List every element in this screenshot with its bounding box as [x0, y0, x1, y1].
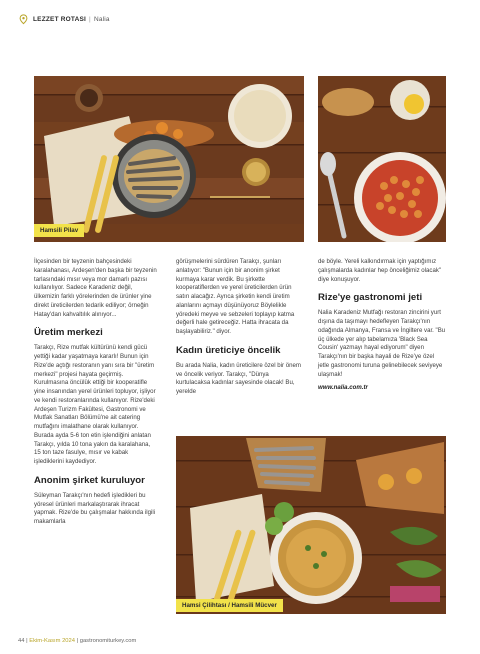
page-footer [18, 638, 136, 644]
photo-beans-dish [318, 76, 446, 242]
heading-women-producers: Kadın üreticiye öncelik [176, 344, 281, 356]
running-header [18, 14, 110, 25]
website-link[interactable]: www.nalia.com.tr [318, 384, 368, 392]
location-pin-icon [18, 14, 29, 25]
text-column-3 [318, 258, 446, 393]
photo-hamsili-pilav [34, 76, 304, 242]
footer-website[interactable]: gastronomiturkey.com [79, 638, 137, 644]
footer-separator: | [76, 638, 79, 644]
heading-company: Anonim şirket kuruluyor [34, 474, 145, 486]
footer-separator: | [26, 638, 28, 644]
photo-caption-main: Hamsili Pilav [34, 224, 84, 237]
header-separator: | [89, 16, 91, 23]
text-column-2 [176, 258, 302, 397]
intro-paragraph: İlçesinden bir teyzenin bahçesindeki karalahanası, Ardeşen'den başka bir teyzenin tarlasındaki mısır veya mor damarlı pazısı kullanılıyor. Sadece Karadeniz değil, ülkemizin farklı yörelerinden de ürünler yine direkt üreticilerden tedarik ediliyor; örneğin Hatay'dan kahvaltılık alınıyor... [34, 258, 157, 318]
column3-paragraph-1: de böyle. Yereli kalkındırmak için yaptığımız çalışmalarda kadınlar hep önceliğimiz olacak" diye konuşuyor. [318, 258, 442, 283]
photo-caption-bottom: Hamsi Çilihtası / Hamsili Mücver [176, 599, 283, 612]
column2-paragraph-1: görüşmelerini sürdüren Tarakçı, şunları anlatıyor: "Bunun için bir anonim şirket kurmaya karar verdik. Bu şirkette kooperatiflerden ve yerel üreticilerden ürün satın alacağız. Ayrıca şirketin kendi üretim alanlarını açmayı düşünüyoruz Böylelikle yöredeki meyve ve sebzeleri toplayıp katma değerli hale getireceğiz. Hatta ihracata da başlayabiliriz." diyor. [176, 258, 295, 335]
heading-production-center: Üretim merkezi [34, 327, 103, 339]
section-brand: LEZZET ROTASI [33, 16, 87, 23]
company-paragraph: Süleyman Tarakçı'nın hedefi işledikleri bu yöresel ürünleri markalaştırarak ihracat yapmak. Rize'de bu çalışmalar hakkında ilgili makamlarla [34, 491, 156, 525]
heading-gastronomy-jet: Rize'ye gastronomi jeti [318, 292, 423, 304]
photo-hamsi-cilihtasi [176, 436, 446, 614]
section-name: Nalia [93, 16, 110, 23]
production-paragraph: Tarakçı, Rize mutfak kültürünü kendi gücü yettiği kadar yaşatmaya kararlı! Bunun için Rize'de açtığı restoranın yanı sıra bir "üretim merkezi" projesi hayata geçirmiş. Kurulmasına öncülük ettiği bir kooperatifle yine insanından yerel ürünleri topluyor, işliyor ve kendi restoranlarında kullanıyor. Rize'deki Ardeşen Turizm Fakültesi, Gastronomi ve Mutfak Sanatları Bölümü'ne ait catering mutfağını imalathane olarak kullanıyor. Burada ayda 5-6 ton etin işlendiğini anlatan Tarakçı, yılda 10 tona yakın da karalahana, 15 ton taze fasulye, mısır ve kabak işlediklerini kaydediyor. [34, 344, 156, 465]
women-paragraph: Bu arada Nalia, kadın üreticilere özel bir önem ve öncelik veriyor. Tarakçı, "Dünya kurtulacaksa kadınlar sayesinde olacak! Bu, yerelde [176, 361, 301, 395]
jet-paragraph: Nalia Karadeniz Mutfağı restoran zincirini yurt dışına da taşımayı hedefleyen Tarakçı'nın odağında Almanya, Fransa ve İngiltere var. "Bu üç ülkede yer alıp tabelamıza 'Black Sea Cousin' yazmayı hayal ediyorum" diyen Tarakçı'nın bir başka hayali de Rize'ye özel jetle gastronomi turuna gelinebilecek seviyeye ulaşmak! [318, 309, 446, 378]
page-number: 44 [18, 638, 25, 644]
issue-date: Ekim-Kasım 2024 [29, 638, 75, 644]
text-column-1 [34, 258, 158, 527]
